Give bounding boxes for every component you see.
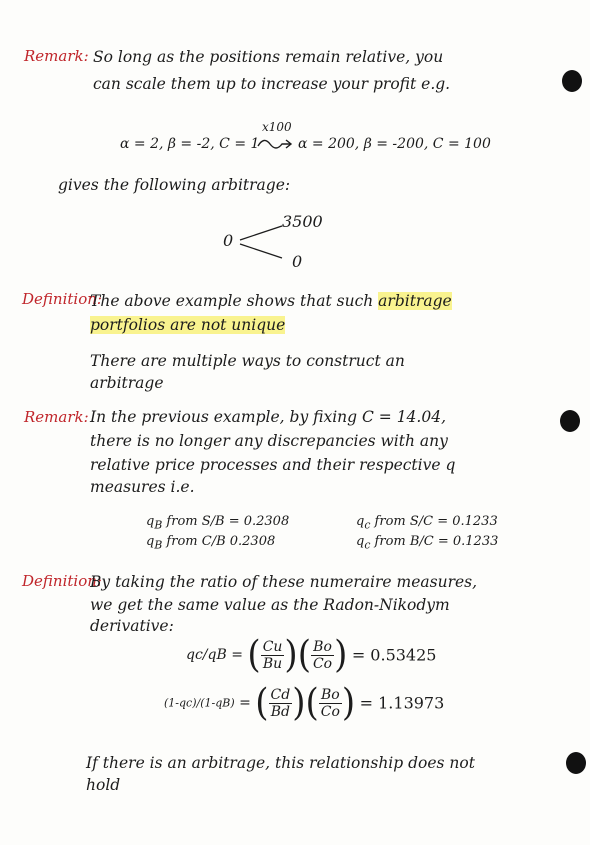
definition2-label: Definition: <box>22 572 102 590</box>
punch-hole-middle <box>560 410 580 432</box>
tree-down: 0 <box>292 252 303 271</box>
definition2-line2: we get the same value as the Radon-Nikodym <box>90 596 450 614</box>
eq1-fraction-1: $\frac{Cu}{Bu}$ <box>262 638 283 672</box>
tree-start: 0 <box>223 231 234 250</box>
remark-label: Remark: <box>24 47 89 65</box>
closing-line1: If there is an arbitrage, this relationship does not <box>86 754 475 772</box>
equation-1: qc/qB = ( $\frac{Cu}{Bu}$ )( $\frac{Bo}{Co}$ ) = 0.53425 <box>186 633 437 677</box>
definition2-line3: derivative: <box>90 617 174 635</box>
eq1-result: = 0.53425 <box>351 645 437 665</box>
eq1-lhs: qc/qB <box>186 647 227 663</box>
remark2-label: Remark: <box>24 408 89 426</box>
scaling-after: α = 200, β = -200, C = 100 <box>298 136 491 152</box>
remark2-line4: measures i.e. <box>90 478 195 496</box>
eq2-result: = 1.13973 <box>359 693 445 713</box>
remark2-line2: there is no longer any discrepancies with any <box>90 432 448 450</box>
q-measure-left-1: $q_B$ from S/B = 0.2308 <box>146 514 290 532</box>
eq2-fraction-1: $\frac{Cd}{Bd}$ <box>270 686 291 720</box>
definition1-line2-highlight: portfolios are not unique <box>90 316 286 334</box>
scaling-before: α = 2, β = -2, C = 1 <box>120 136 260 152</box>
definition1-line1-highlight: arbitrage <box>378 292 452 310</box>
remark1-line2: can scale them up to increase your profit e.g. <box>93 75 451 93</box>
q-measure-right-2: $q_c$ from B/C = 0.1233 <box>356 534 499 552</box>
definition1-line1 <box>90 290 452 312</box>
eq1-fraction-2: $\frac{Bo}{Co}$ <box>312 638 333 672</box>
definition1-line1-plain: The above example shows that such <box>90 292 379 310</box>
squiggle-arrow-icon <box>256 134 296 154</box>
tree-up: 3500 <box>282 212 323 231</box>
punch-hole-top <box>562 70 582 92</box>
definition-label: Definition: <box>22 290 102 308</box>
gives-text: gives the following arbitrage: <box>58 176 291 194</box>
q-measure-left-2: $q_B$ from C/B 0.2308 <box>146 534 276 552</box>
definition2-line1: By taking the ratio of these numeraire measures, <box>90 573 478 591</box>
definition1-line2 <box>90 314 285 336</box>
equation-2: (1-qc)/(1-qB) = ( $\frac{Cd}{Bd}$ )( $\frac{Bo}{Co}$ ) = 1.13973 <box>164 681 445 725</box>
remark2-line3: relative price processes and their respective q <box>90 456 456 474</box>
punch-hole-bottom <box>566 752 586 774</box>
scaling-factor: x100 <box>262 120 292 134</box>
q-measure-right-1: $q_c$ from S/C = 0.1233 <box>356 514 498 532</box>
closing-line2: hold <box>86 776 121 794</box>
definition1-line3: There are multiple ways to construct an <box>90 352 405 370</box>
tree-branches <box>236 220 286 264</box>
eq2-lhs: (1-qc)/(1-qB) <box>164 696 235 710</box>
remark2-line1: In the previous example, by fixing C = 14.04, <box>90 408 446 426</box>
definition1-line4: arbitrage <box>90 374 164 392</box>
eq2-fraction-2: $\frac{Bo}{Co}$ <box>320 686 340 720</box>
remark1-line1: So long as the positions remain relative, you <box>93 48 444 66</box>
